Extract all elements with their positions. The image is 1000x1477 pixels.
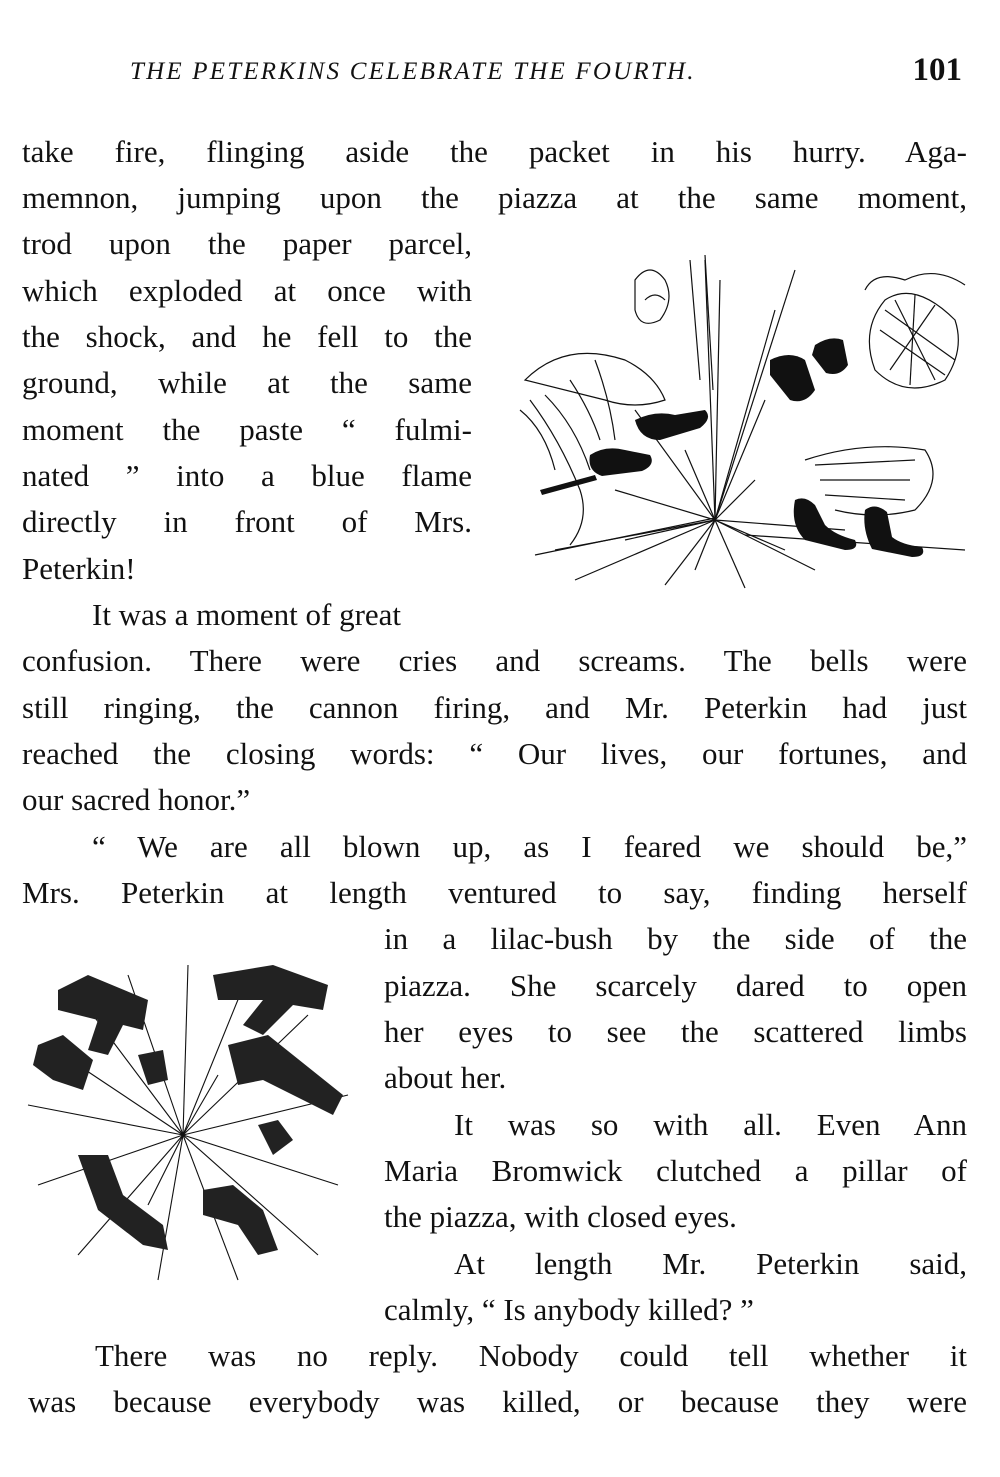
text-line: nated ” into a blue flame <box>22 458 472 493</box>
text-line: Maria Bromwick clutched a pillar of <box>384 1153 967 1188</box>
text-line: piazza. She scarcely dared to open <box>384 968 967 1003</box>
explosion-illustration <box>515 250 970 590</box>
text-line: the piazza, with closed eyes. <box>384 1199 737 1234</box>
text-line: reached the closing words: “ Our lives, our fortunes, and <box>22 736 967 771</box>
text-line: still ringing, the cannon firing, and Mr. Peterkin had just <box>22 690 967 725</box>
text-line: which exploded at once with <box>22 273 472 308</box>
text-line: the shock, and he fell to the <box>22 319 472 354</box>
text-line: directly in front of Mrs. <box>22 504 472 539</box>
text-line: our sacred honor.” <box>22 782 251 817</box>
scattered-limbs-illustration <box>18 955 363 1285</box>
text-line: It was a moment of great <box>92 597 402 632</box>
text-line: trod upon the paper parcel, <box>22 226 472 261</box>
text-line: There was no reply. Nobody could tell whether it <box>95 1338 967 1373</box>
text-line: confusion. There were cries and screams. The bells were <box>22 643 967 678</box>
text-line: Mrs. Peterkin at length ventured to say, finding herself <box>22 875 967 910</box>
text-line: her eyes to see the scattered limbs <box>384 1014 967 1049</box>
text-line: Peterkin! <box>22 551 136 586</box>
text-line: ground, while at the same <box>22 365 472 400</box>
text-line: moment the paste “ fulmi- <box>22 412 472 447</box>
text-line: At length Mr. Peterkin said, <box>454 1246 967 1281</box>
text-line: take fire, flinging aside the packet in his hurry. Aga- <box>22 134 967 169</box>
text-line: calmly, “ Is anybody killed? ” <box>384 1292 754 1327</box>
text-line: was because everybody was killed, or because they were <box>28 1384 967 1419</box>
text-line: “ We are all blown up, as I feared we should be,” <box>92 829 967 864</box>
page-number: 101 <box>912 52 962 88</box>
text-line: about her. <box>384 1060 507 1095</box>
text-line: in a lilac-bush by the side of the <box>384 921 967 956</box>
page-header <box>130 52 970 96</box>
text-line: It was so with all. Even Ann <box>454 1107 967 1142</box>
running-head: THE PETERKINS CELEBRATE THE FOURTH. <box>130 58 696 85</box>
text-line: memnon, jumping upon the piazza at the same moment, <box>22 180 967 215</box>
